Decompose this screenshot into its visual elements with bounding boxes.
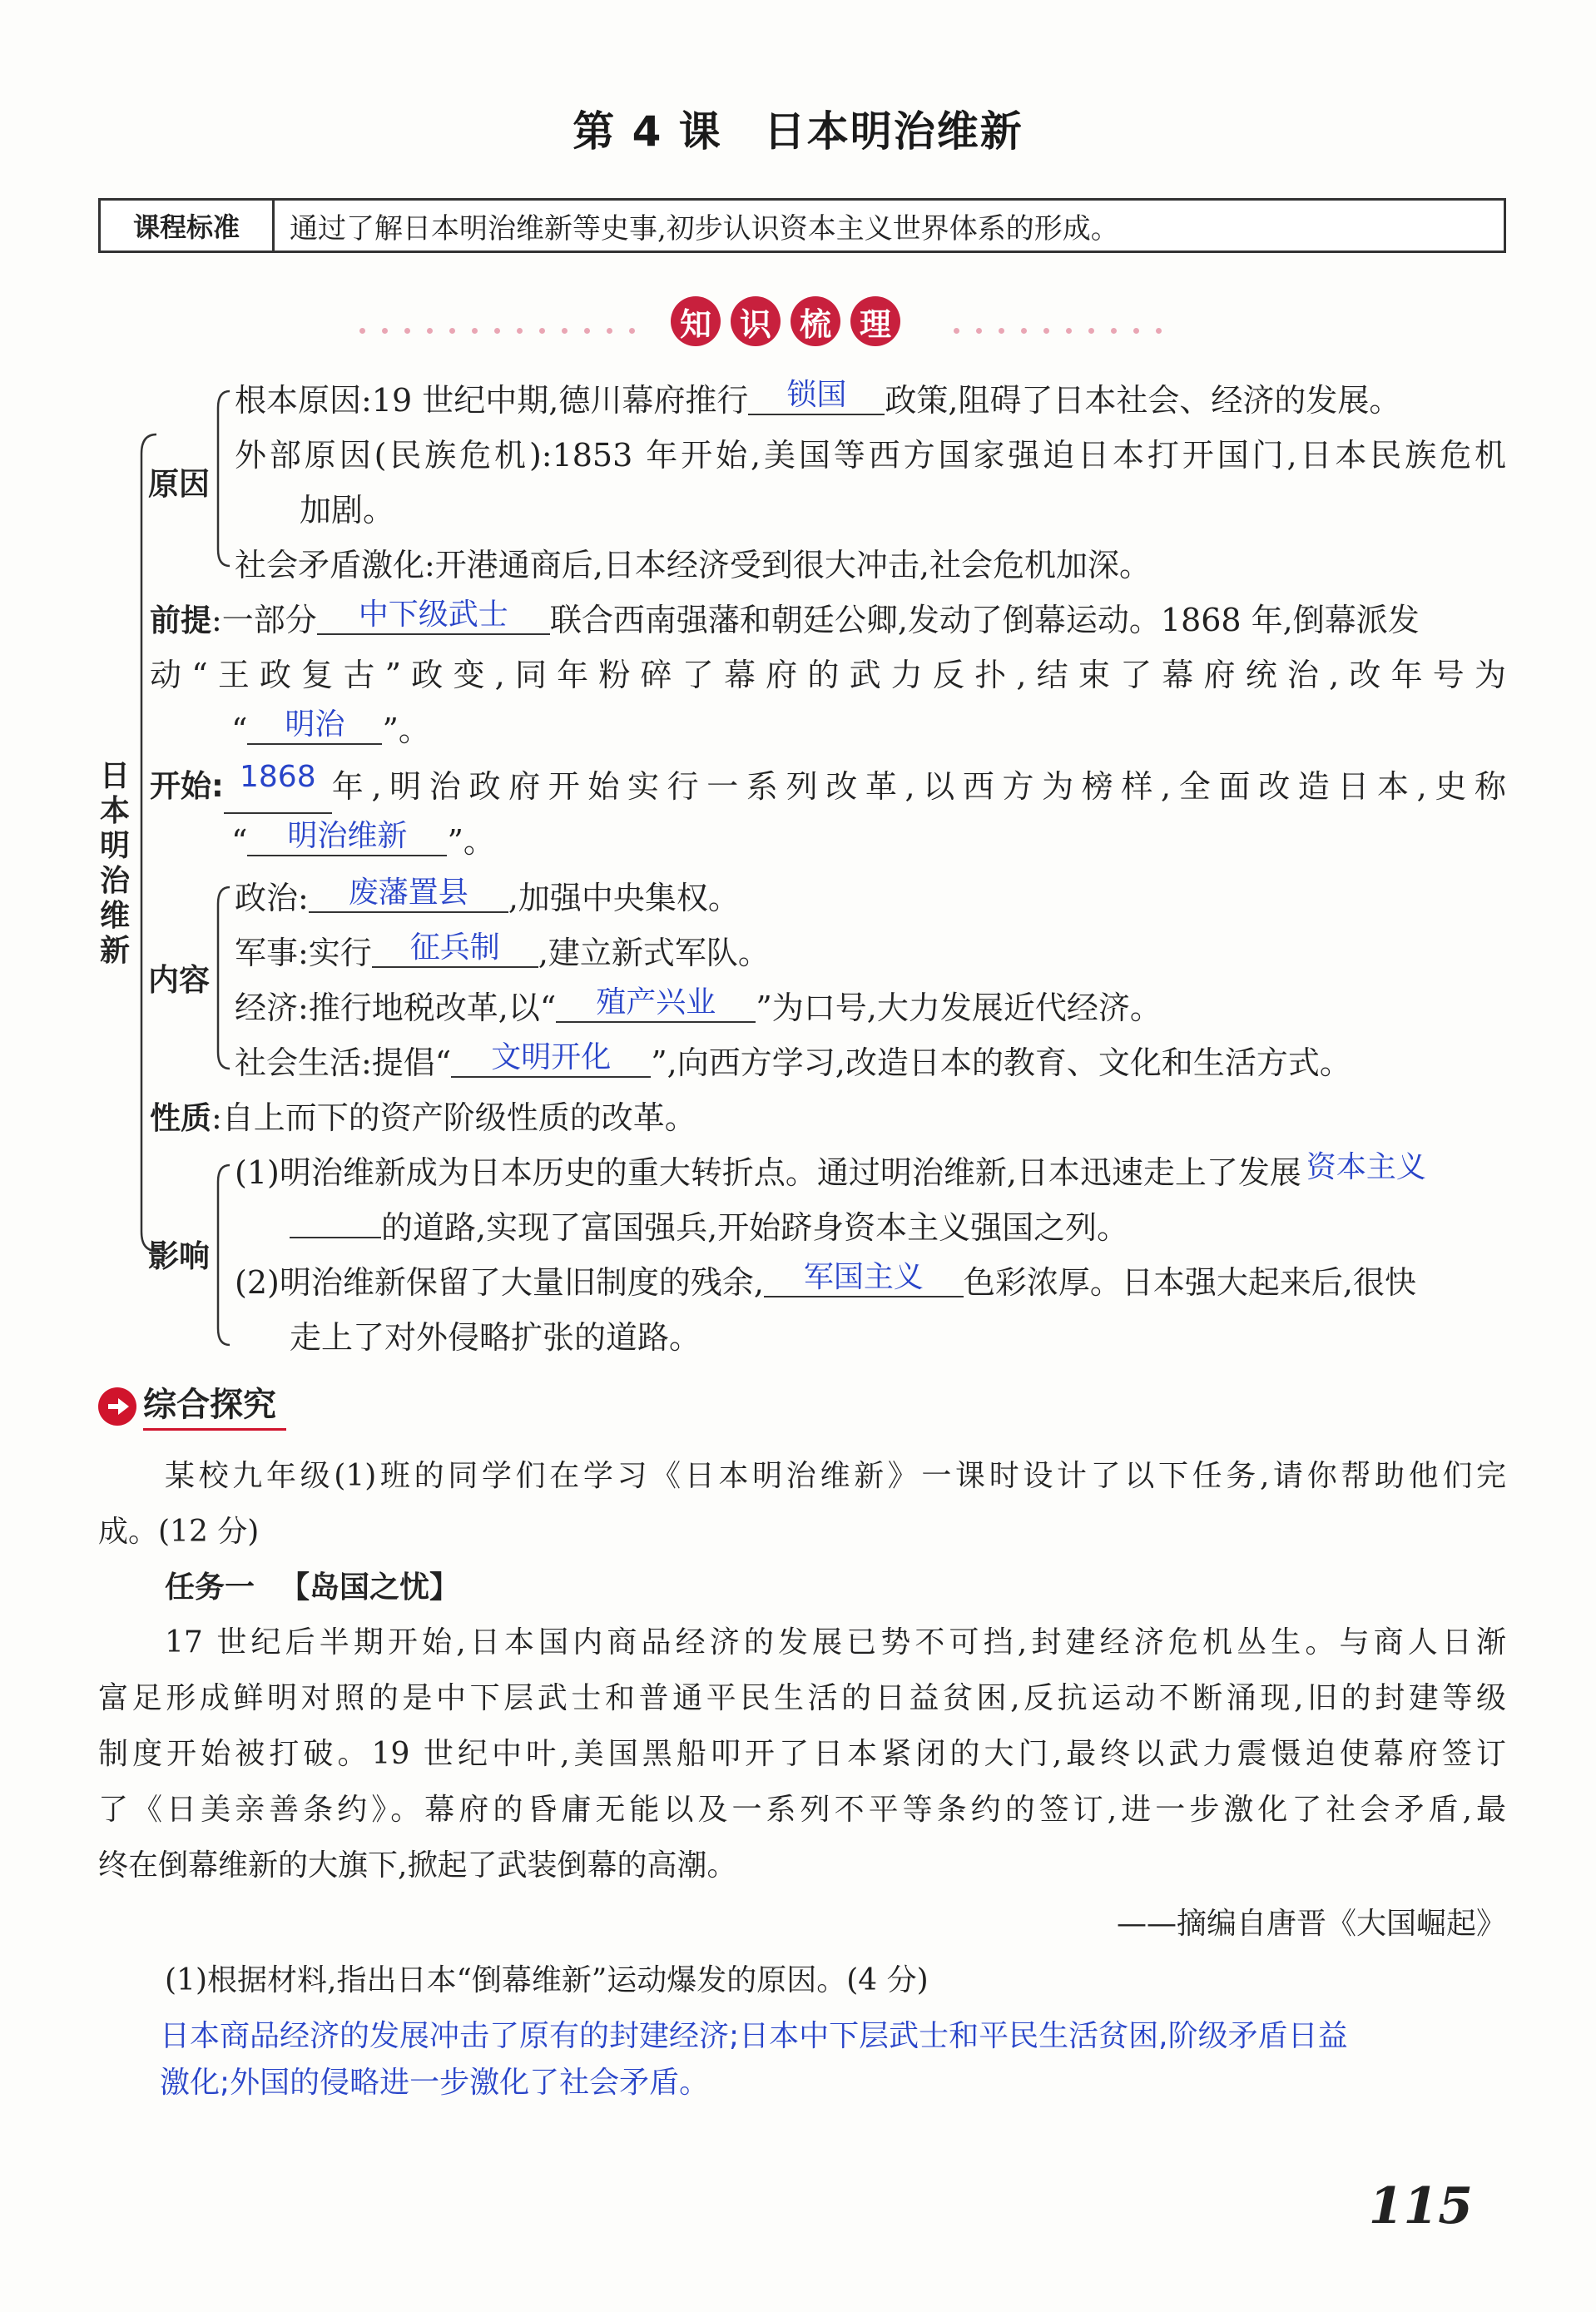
material-line: 制度开始被打破。19 世纪中叶,美国黑船叩开了日本紧闭的大门,最终以武力震慑迫使幕府签订 — [98, 1737, 1506, 1771]
premise-line: 前提:一部分 中下级武士 联合西南强藩和朝廷公卿,发动了倒幕运动。1868 年,倒幕派发 — [150, 598, 1420, 638]
blank-answer: 明治维新 — [247, 818, 447, 856]
content-bracket — [218, 887, 230, 1069]
lesson-name: 日本明治维新 — [763, 107, 1024, 156]
material-line: 终在倒幕维新的大旗下,掀起了武装倒幕的高潮。 — [98, 1848, 737, 1883]
task-1-heading: 任务一 【岛国之忧】 — [165, 1570, 460, 1605]
exploration-header — [98, 1382, 286, 1431]
root-cause-line: 根本原因:19 世纪中期,德川幕府推行 锁国 政策,阻碍了日本社会、经济的发展。 — [235, 378, 1401, 419]
exploration-intro-2: 成。(12 分) — [98, 1515, 260, 1549]
content-politics: 政治: 废藩置县 ,加强中央集权。 — [235, 876, 740, 916]
impact-label: 影响 — [148, 1238, 210, 1274]
arrow-right-icon — [98, 1387, 136, 1426]
blank-answer: 锁国 — [748, 377, 885, 415]
blank-answer: 废藩置县 — [309, 875, 508, 913]
social-cause-line: 社会矛盾激化:开港通商后,日本经济受到很大冲击,社会危机加深。 — [235, 547, 1151, 583]
impact-bracket — [218, 1165, 230, 1345]
content-label: 内容 — [148, 962, 210, 998]
lesson-number: 第 4 课 — [572, 107, 722, 156]
material-line: 了《日美亲善条约》。幕府的昏庸无能以及一系列不平等条约的签订,进一步激化了社会矛盾,最 — [98, 1793, 1506, 1827]
content-society: 社会生活:提倡“ 文明开化 ”,向西方学习,改造日本的教育、文化和生活方式。 — [235, 1040, 1351, 1081]
start-line: 开始 : 1868 年,明治政府开始实行一系列改革,以西方为榜样,全面改造日本,史称 — [150, 759, 1506, 814]
question-1: (1)根据材料,指出日本“倒幕维新”运动爆发的原因。(4 分) — [165, 1963, 929, 1997]
blank-answer: 殖产兴业 — [556, 985, 756, 1023]
blank-answer: 明治 — [247, 707, 382, 745]
section-badge: 梳 — [791, 296, 840, 346]
impact-1-line: (1)明治维新成为日本历史的重大转折点。通过明治维新,日本迅速走上了发展 资本主义 — [235, 1145, 1431, 1200]
premise-label: 前提 — [150, 603, 211, 638]
nature-line: 性质:自上而下的资产阶级性质的改革。 — [150, 1099, 696, 1136]
material-line: 17 世纪后半期开始,日本国内商品经济的发展已势不可挡,封建经济危机丛生。与商人日渐 — [165, 1625, 1506, 1660]
blank-answer: 文明开化 — [451, 1039, 651, 1078]
blank-answer: 资本主义 — [1306, 1150, 1426, 1184]
answer-1-line: 日本商品经济的发展冲击了原有的封建经济;日本中下层武士和平民生活贫困,阶级矛盾日益 — [160, 2019, 1348, 2053]
external-cause-line-2: 加剧。 — [300, 492, 395, 528]
material-line: 富足形成鲜明对照的是中下层武士和普通平民生活的日益贫困,反抗运动不断涌现,旧的封建等级 — [98, 1681, 1506, 1715]
blank-answer: 1868 — [224, 759, 332, 814]
section-badge: 理 — [850, 296, 900, 346]
page-number: 115 — [1368, 2177, 1473, 2235]
section-badge: 识 — [731, 296, 781, 346]
exploration-intro: 某校九年级(1)班的同学们在学习《日本明治维新》一课时设计了以下任务,请你帮助他们完 — [165, 1459, 1506, 1493]
blank-answer: 中下级武士 — [317, 597, 550, 635]
tree-vertical-title: 日本明治维新 — [99, 759, 130, 968]
content-economy: 经济:推行地税改革,以“ 殖产兴业 ”为口号,大力发展近代经济。 — [235, 985, 1162, 1026]
answer-1-line-2: 激化;外国的侵略进一步激化了社会矛盾。 — [160, 2066, 710, 2100]
content-military: 军事:实行 征兵制 ,建立新式军队。 — [235, 930, 770, 971]
curriculum-standard-label: 课程标准 — [101, 201, 275, 251]
section-badge: 知 — [671, 296, 721, 346]
blank-answer: 军国主义 — [764, 1259, 964, 1297]
material-source: ——摘编自唐晋《大国崛起》 — [1116, 1907, 1506, 1941]
curriculum-standard-text: 通过了解日本明治维新等史事,初步认识资本主义世界体系的形成。 — [290, 211, 1119, 246]
impact-2-line-2: 走上了对外侵略扩张的道路。 — [290, 1319, 701, 1356]
impact-2-line: (2)明治维新保留了大量旧制度的残余, 军国主义 色彩浓厚。日本强大起来后,很快 — [235, 1260, 1417, 1301]
causes-bracket — [218, 391, 230, 566]
impact-1-line-2: 的道路,实现了富国强兵,开始跻身资本主义强国之列。 — [290, 1200, 1128, 1255]
premise-line-3: “ 明治 ”。 — [231, 707, 430, 748]
nature-label: 性质 — [150, 1100, 211, 1136]
exploration-title: 综合探究 — [143, 1382, 286, 1431]
start-label: 开始 — [150, 768, 211, 804]
start-line-2: “ 明治维新 ”。 — [231, 819, 495, 860]
external-cause-line: 外部原因(民族危机):1853 年开始,美国等西方国家强迫日本打开国门,日本民族危机 — [235, 437, 1506, 474]
blank-underline — [290, 1212, 381, 1238]
causes-label: 原因 — [148, 466, 210, 502]
premise-line-2: 动“王政复古”政变,同年粉碎了幕府的武力反扑,结束了幕府统治,改年号为 — [150, 657, 1506, 693]
blank-answer: 征兵制 — [372, 930, 538, 968]
